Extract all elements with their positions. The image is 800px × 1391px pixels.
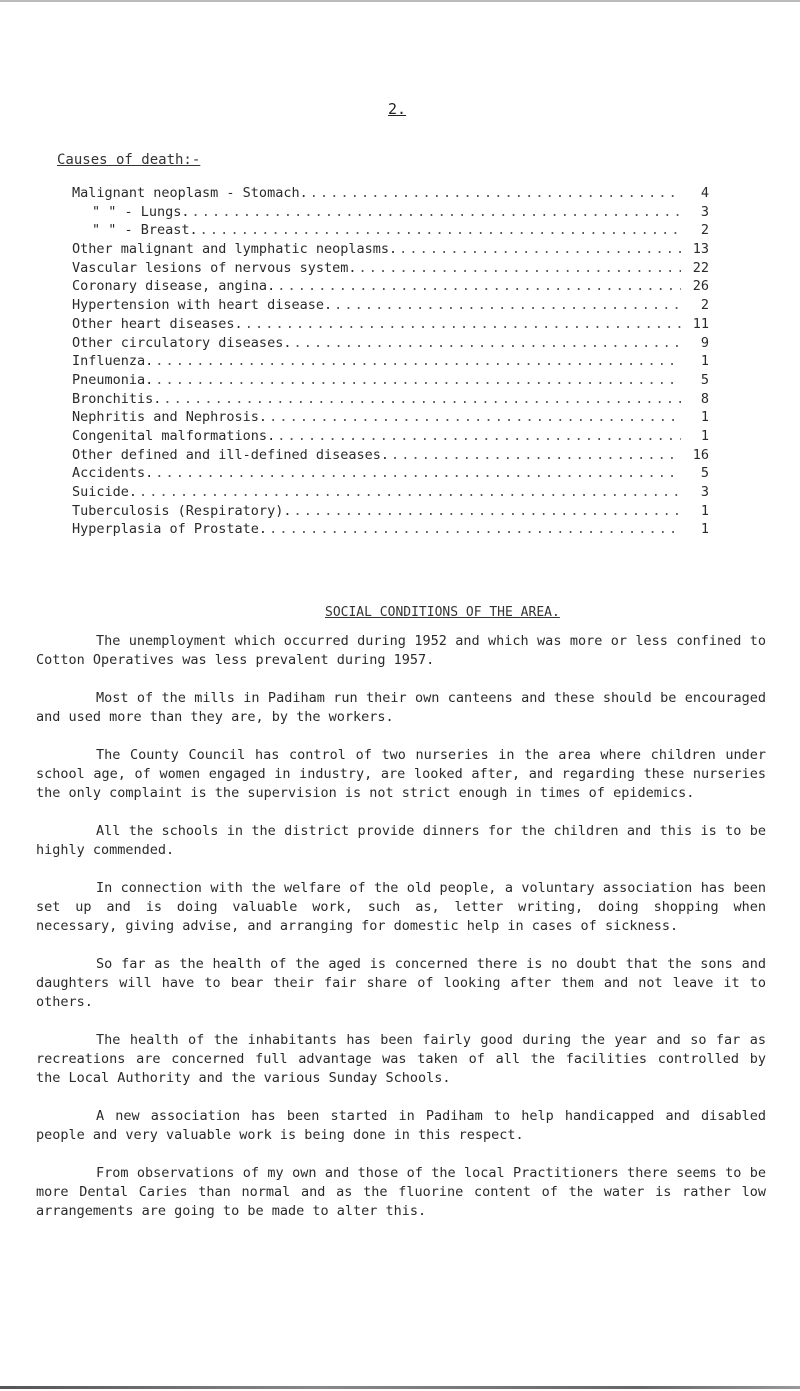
cause-row bbox=[72, 203, 709, 222]
leader-dots bbox=[277, 427, 681, 446]
cause-label: Other defined and ill-defined diseases. bbox=[72, 446, 389, 463]
leader-dots bbox=[245, 315, 681, 334]
cause-row bbox=[72, 464, 709, 483]
cause-row bbox=[72, 277, 709, 296]
paragraph-unemployment: The unemployment which occurred during 1952 and which was more or less confined to Cotton Operatives was less prevalent during 1957. bbox=[36, 633, 766, 668]
leader-dots bbox=[155, 464, 681, 483]
cause-count: 1 bbox=[700, 502, 709, 519]
cause-label: Vascular lesions of nervous system. bbox=[72, 259, 357, 276]
leader-dots bbox=[155, 371, 681, 390]
causes-of-death-title: Causes of death:- bbox=[57, 152, 201, 168]
cause-row bbox=[72, 296, 709, 315]
cause-row bbox=[72, 259, 709, 278]
cause-label: Coronary disease, angina. bbox=[72, 278, 276, 295]
leader-dots bbox=[399, 240, 681, 259]
cause-count: 5 bbox=[700, 371, 709, 388]
leader-dots bbox=[310, 184, 681, 203]
social-conditions-body bbox=[36, 632, 766, 1240]
cause-label: Other circulatory diseases. bbox=[72, 334, 292, 351]
cause-count: 2 bbox=[700, 222, 709, 239]
cause-count: 1 bbox=[700, 521, 709, 538]
cause-row bbox=[72, 390, 709, 409]
cause-row bbox=[72, 334, 709, 353]
cause-count: 3 bbox=[700, 203, 709, 220]
leader-dots bbox=[358, 259, 681, 278]
cause-count: 26 bbox=[692, 278, 709, 295]
leader-dots bbox=[334, 296, 681, 315]
causes-of-death-list bbox=[72, 184, 709, 539]
leader-dots bbox=[293, 334, 681, 353]
cause-label: Hyperplasia of Prostate. bbox=[72, 521, 268, 538]
cause-label: Bronchitis. bbox=[72, 390, 162, 407]
cause-label: Nephritis and Nephrosis. bbox=[72, 409, 268, 426]
cause-row bbox=[72, 221, 709, 240]
cause-label: Other heart diseases. bbox=[72, 315, 243, 332]
social-conditions-heading: SOCIAL CONDITIONS OF THE AREA. bbox=[325, 605, 560, 620]
leader-dots bbox=[139, 483, 681, 502]
cause-label: Hypertension with heart disease. bbox=[72, 297, 333, 314]
paragraph-dental-caries: From observations of my own and those of the local Practitioners there seems to be more Dental Caries than normal and as the fluorine content of the water is rather low arrangements are going to be made to alter this. bbox=[36, 1165, 766, 1219]
cause-count: 1 bbox=[700, 353, 709, 370]
leader-dots bbox=[163, 390, 681, 409]
cause-label: Influenza. bbox=[72, 353, 154, 370]
leader-dots bbox=[391, 446, 681, 465]
leader-dots bbox=[192, 203, 681, 222]
paragraph-inhabitants-health: The health of the inhabitants has been fairly good during the year and so far as recreations are concerned full advantage was taken of all the facilities controlled by the Local Authority and the various Sunday Schools. bbox=[36, 1032, 766, 1086]
cause-row bbox=[72, 315, 709, 334]
leader-dots bbox=[200, 221, 681, 240]
bottom-edge-rule bbox=[0, 1386, 800, 1389]
cause-label: Malignant neoplasm - Stomach. bbox=[72, 185, 308, 201]
cause-row bbox=[72, 240, 709, 259]
cause-count: 2 bbox=[700, 297, 709, 314]
paragraph-nurseries: The County Council has control of two nurseries in the area where children under school age, of women engaged in industry, are looked after, and regarding these nurseries the only complaint is the supervision is not strict enough in times of epidemics. bbox=[36, 747, 766, 801]
cause-count: 13 bbox=[692, 241, 709, 258]
cause-label: " " - Lungs. bbox=[92, 203, 190, 220]
cause-count: 1 bbox=[700, 427, 709, 444]
cause-label: Suicide. bbox=[72, 484, 138, 500]
leader-dots bbox=[293, 502, 681, 521]
cause-count: 11 bbox=[692, 315, 709, 332]
paragraph-canteens: Most of the mills in Padiham run their own canteens and these should be encouraged and used more than they are, by the workers. bbox=[36, 690, 766, 725]
cause-row bbox=[72, 520, 709, 539]
leader-dots bbox=[155, 352, 681, 371]
leader-dots bbox=[277, 277, 681, 296]
paragraph-school-dinners: All the schools in the district provide dinners for the children and this is to be highly commended. bbox=[36, 823, 766, 858]
cause-label: " " - Breast. bbox=[92, 222, 198, 239]
cause-count: 9 bbox=[700, 334, 709, 351]
cause-label: Accidents. bbox=[72, 465, 154, 482]
cause-count: 8 bbox=[700, 390, 709, 407]
cause-row bbox=[72, 371, 709, 390]
cause-row bbox=[72, 483, 709, 502]
cause-label: Congenital malformations. bbox=[72, 427, 276, 444]
cause-row bbox=[72, 184, 709, 203]
cause-label: Pneumonia. bbox=[72, 371, 154, 388]
leader-dots bbox=[269, 408, 681, 427]
top-edge-rule bbox=[0, 0, 800, 2]
cause-row bbox=[72, 352, 709, 371]
cause-label: Tuberculosis (Respiratory). bbox=[72, 502, 292, 519]
cause-row bbox=[72, 408, 709, 427]
cause-row bbox=[72, 427, 709, 446]
page-number: 2. bbox=[388, 100, 407, 118]
cause-row bbox=[72, 502, 709, 521]
leader-dots bbox=[269, 520, 681, 539]
cause-count: 22 bbox=[692, 259, 709, 276]
paragraph-health-of-aged: So far as the health of the aged is concerned there is no doubt that the sons and daughters will have to bear their fair share of looking after them and not leave it to others. bbox=[36, 956, 766, 1010]
cause-count: 5 bbox=[700, 465, 709, 482]
cause-count: 1 bbox=[700, 409, 709, 426]
paragraph-handicapped-association: A new association has been started in Padiham to help handicapped and disabled people and very valuable work is being done in this respect. bbox=[36, 1108, 766, 1143]
paragraph-old-people-welfare: In connection with the welfare of the old people, a voluntary association has been set up and is doing valuable work, such as, letter writing, doing shopping when necessary, giving advise, and arranging for domestic help in cases of sickness. bbox=[36, 880, 766, 934]
cause-count: 16 bbox=[692, 446, 709, 463]
cause-row bbox=[72, 446, 709, 465]
cause-label: Other malignant and lymphatic neoplasms. bbox=[72, 241, 398, 258]
cause-count: 4 bbox=[700, 185, 709, 201]
cause-count: 3 bbox=[700, 484, 709, 500]
